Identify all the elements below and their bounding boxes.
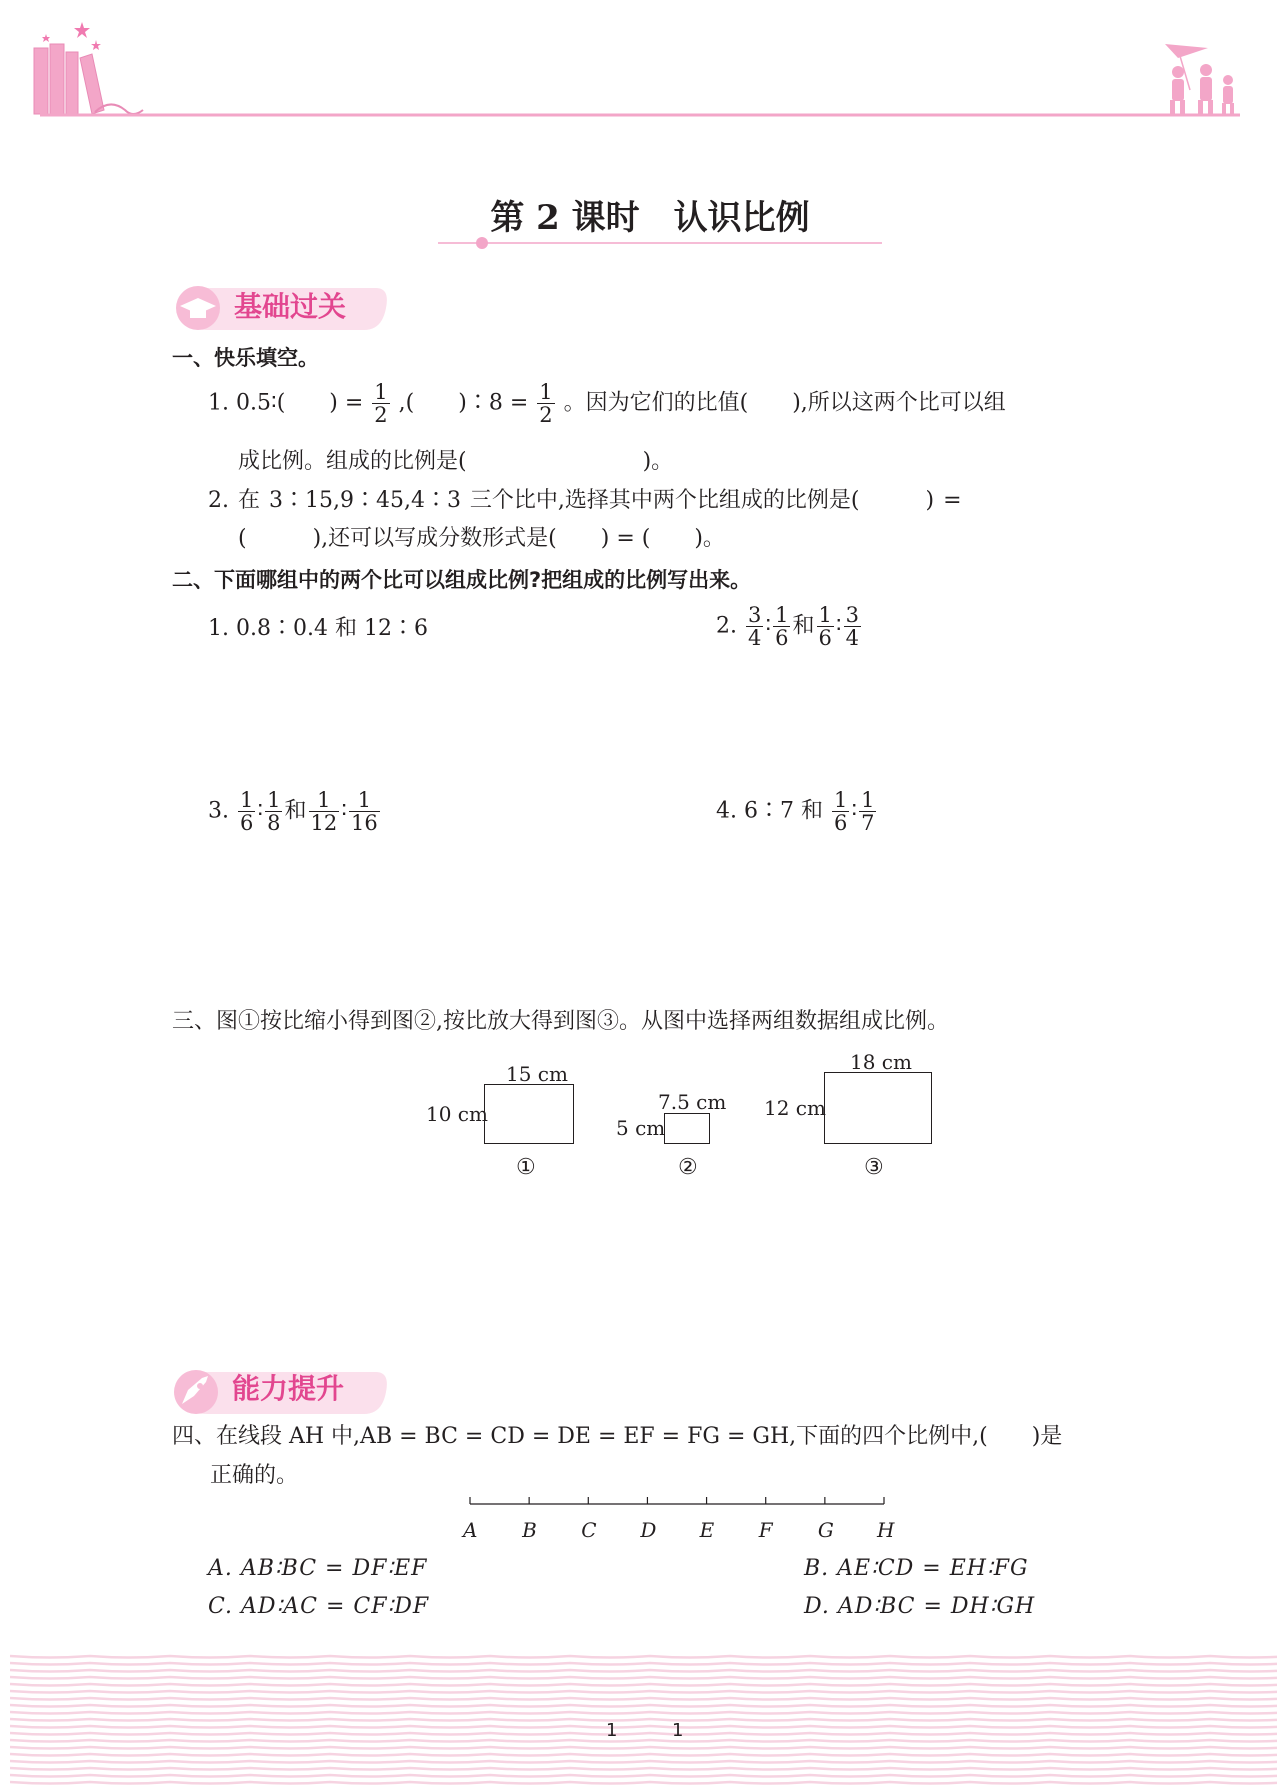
footer-stripe <box>10 1761 1277 1763</box>
children-kite-icon <box>1165 44 1234 114</box>
fraction-one-half: $\frac{1}{2}$ <box>539 380 553 427</box>
footer-stripe <box>10 1740 1277 1742</box>
footer-stripe <box>10 1698 1277 1700</box>
q2-item2: 2. $\frac{3}{4}$ ∶ $\frac{1}{6}$ 和 $\frac{1}{6}$ ∶ $\frac{3}{4}$ <box>716 603 859 650</box>
q1-item1-line1 <box>208 381 1006 426</box>
fraction-one-half: $\frac{1}{2}$ <box>374 380 388 427</box>
footer-stripe <box>10 1684 1277 1686</box>
footer-stripe <box>10 1670 1277 1672</box>
graduation-cap-icon <box>176 286 220 330</box>
footer-stripe <box>10 1712 1277 1714</box>
segment-point-label: G <box>817 1518 834 1542</box>
section-title-basic: 基础过关 <box>234 290 347 323</box>
lesson-title: 第 2 课时 认识比例 <box>490 198 810 238</box>
footer-stripe <box>10 1754 1277 1756</box>
q1-heading: 一、快乐填空。 <box>172 346 319 370</box>
page-number-right: 1 <box>672 1720 684 1741</box>
footer-stripe <box>10 1719 1277 1721</box>
q2-item4: 4. 6∶7 和 $\frac{1}{6}$ ∶ $\frac{1}{7}$ <box>716 788 875 835</box>
segment-point-label: C <box>581 1518 597 1542</box>
q1-item1-part-c: 。因为它们的比值( ),所以这两个比可以组 <box>563 390 1006 416</box>
fig1-side-label: 10 cm <box>426 1102 488 1126</box>
rocket-icon <box>174 1370 218 1414</box>
section-title-advanced: 能力提升 <box>232 1372 345 1405</box>
fig1-number: ① <box>516 1155 536 1180</box>
footer-stripe <box>10 1705 1277 1707</box>
footer-stripe <box>10 1677 1277 1679</box>
q4-option-c: C. AD∶AC = CF∶DF <box>208 1594 430 1619</box>
footer-stripe <box>10 1775 1277 1777</box>
fig2-top-label: 7.5 cm <box>658 1090 727 1114</box>
footer-band <box>10 1652 1277 1789</box>
segment-point-label: B <box>522 1518 537 1542</box>
fig3-rectangle <box>824 1072 932 1144</box>
q3-heading: 三、图①按比缩小得到图②,按比放大得到图③。从图中选择两组数据组成比例。 <box>172 1009 949 1034</box>
footer-stripe <box>10 1726 1277 1728</box>
fig2-number: ② <box>678 1155 698 1180</box>
books-icon <box>34 44 104 114</box>
fig1-top-label: 15 cm <box>506 1062 568 1086</box>
q1-item2-line2: ( ),还可以写成分数形式是( ) = ( )。 <box>238 526 725 551</box>
footer-stripe <box>10 1663 1277 1665</box>
footer-stripe <box>10 1782 1277 1784</box>
q2-item3: 3. $\frac{1}{6}$ ∶ $\frac{1}{8}$ 和 $\frac{1}{12}$ ∶ $\frac{1}{16}$ <box>208 788 378 835</box>
q4-line2: 正确的。 <box>210 1463 299 1488</box>
q4-line1: 四、在线段 AH 中,AB = BC = CD = DE = EF = FG = GH,下面的四个比例中,( )是 <box>172 1424 1063 1449</box>
q2-heading: 二、下面哪组中的两个比可以组成比例?把组成的比例写出来。 <box>172 568 752 592</box>
title-underline <box>438 236 882 250</box>
footer-stripe <box>10 1733 1277 1735</box>
q1-item1-part-a: 1. 0.5∶( ) = <box>208 390 364 416</box>
footer-stripe <box>10 1656 1277 1658</box>
q1-item1-part-b: ,( )∶8 = <box>398 390 529 416</box>
header-decoration <box>0 0 1287 140</box>
q2-item1: 1. 0.8∶0.4 和 12∶6 <box>208 616 428 641</box>
q1-item1-line2: 成比例。组成的比例是( )。 <box>238 449 674 474</box>
q4-option-d: D. AD∶BC = DH∶GH <box>804 1594 1036 1619</box>
q1-item2-line1: 2. 在 3∶15,9∶45,4∶3 三个比中,选择其中两个比组成的比例是( ) = <box>208 488 962 513</box>
segment-point-label: F <box>758 1518 773 1542</box>
fig1-rectangle <box>484 1084 574 1144</box>
footer-stripe <box>10 1691 1277 1693</box>
fig2-rectangle <box>664 1113 710 1144</box>
segment-point-label: H <box>877 1518 895 1542</box>
fig2-side-label: 5 cm <box>616 1116 666 1140</box>
segment-point-label: E <box>699 1518 715 1542</box>
segment-point-label: A <box>463 1518 478 1542</box>
footer-stripes <box>10 1652 1277 1789</box>
footer-stripe <box>10 1768 1277 1770</box>
q4-option-a: A. AB∶BC = DF∶EF <box>208 1556 428 1581</box>
fig3-number: ③ <box>864 1155 884 1180</box>
q4-option-b: B. AE∶CD = EH∶FG <box>804 1556 1029 1581</box>
footer-stripe <box>10 1747 1277 1749</box>
segment-point-label: D <box>640 1518 657 1542</box>
fig3-side-label: 12 cm <box>764 1096 826 1120</box>
page-number-left: 1 <box>606 1720 618 1741</box>
fig3-top-label: 18 cm <box>850 1050 912 1074</box>
